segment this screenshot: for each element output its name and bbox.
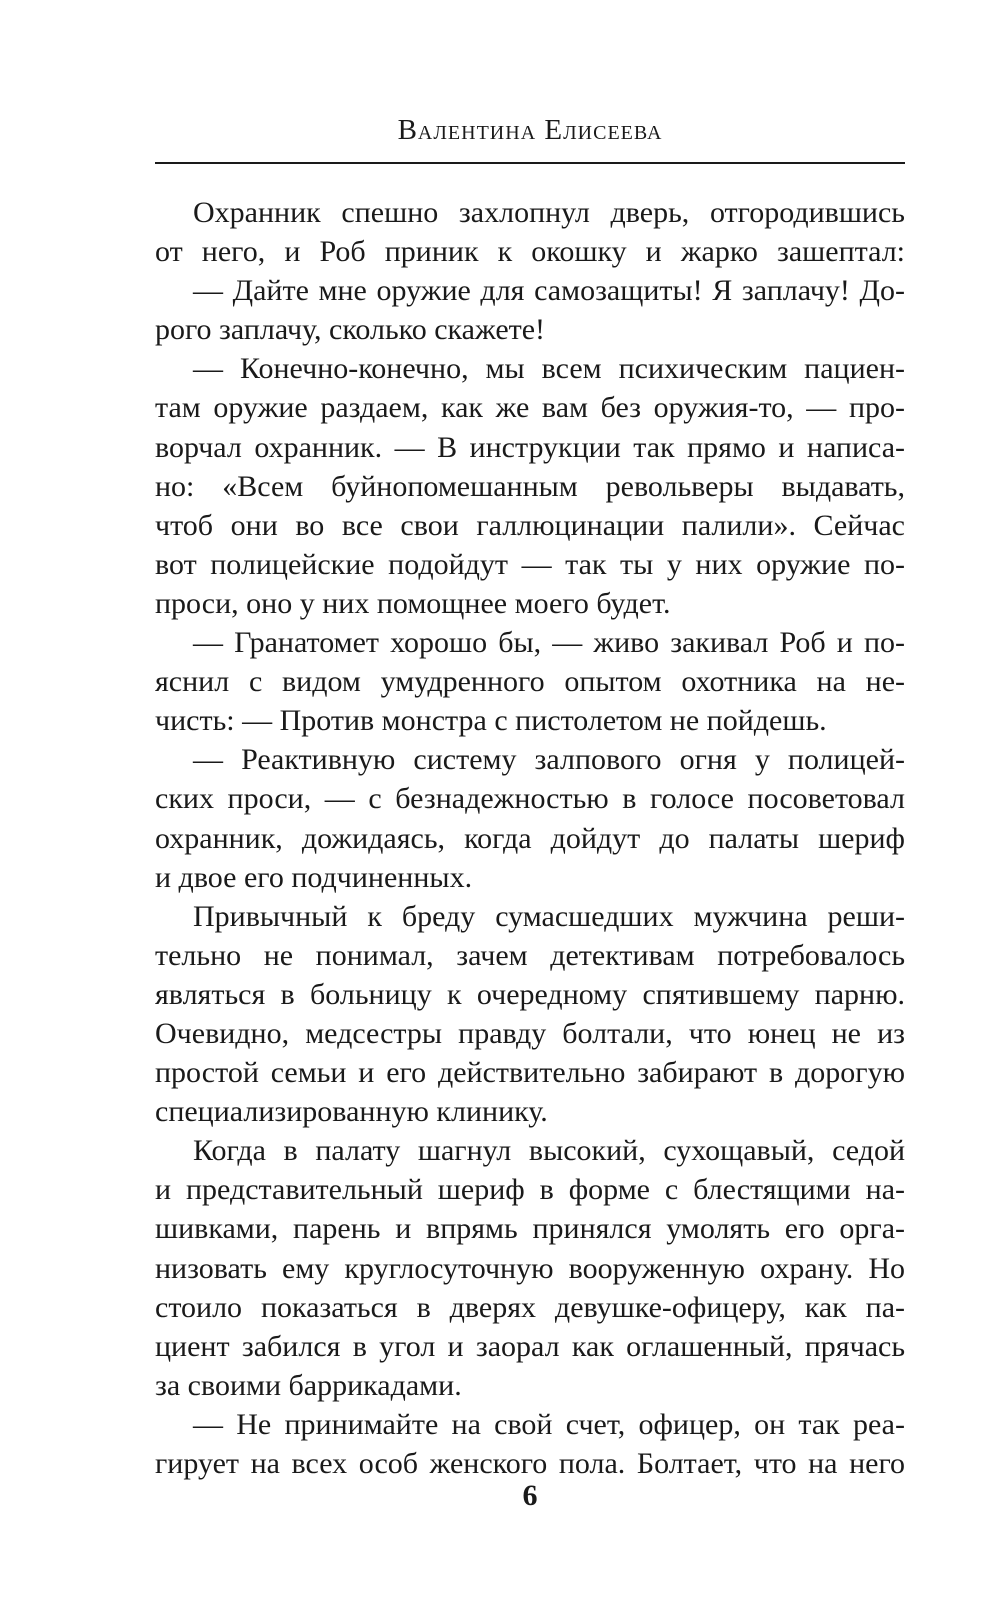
text-line: яснил с видом умудренного опытом охотника на не- bbox=[155, 665, 905, 699]
text-line: шивками, парень и впрямь принялся умолять его орга- bbox=[155, 1212, 905, 1246]
text-line: тельно не понимал, зачем детективам потребовалось bbox=[155, 938, 905, 972]
body-text bbox=[155, 193, 905, 1483]
text-line: проси, оно у них помощнее моего будет. bbox=[155, 586, 671, 620]
text-line: — Гранатомет хорошо бы, — живо закивал Роб и по- bbox=[193, 626, 905, 660]
text-line: и двое его подчиненных. bbox=[155, 860, 473, 894]
text-line: там оружие раздаем, как же вам без оружия-то, — про- bbox=[155, 391, 905, 425]
text-line: — Не принимайте на свой счет, офицер, он так реа- bbox=[193, 1407, 905, 1441]
text-line: — Конечно-конечно, мы всем психическим пациен- bbox=[193, 352, 905, 386]
text-line: — Реактивную систему залпового огня у полицей- bbox=[193, 743, 905, 777]
text-line: Очевидно, медсестры правду болтали, что юнец не из bbox=[155, 1016, 905, 1050]
text-line: низовать ему круглосуточную вооруженную охрану. Но bbox=[155, 1251, 905, 1285]
text-line: и представительный шериф в форме с блестящими на- bbox=[155, 1173, 905, 1207]
text-line: Когда в палату шагнул высокий, сухощавый, седой bbox=[193, 1134, 905, 1168]
text-line: Охранник спешно захлопнул дверь, отгородившись bbox=[193, 196, 905, 229]
text-line: простой семьи и его действительно забирают в дорогую bbox=[155, 1056, 905, 1090]
text-line: рого заплачу, сколько скажете! bbox=[155, 313, 546, 347]
text-line: охранник, дожидаясь, когда дойдут до палаты шериф bbox=[155, 821, 905, 855]
text-line: за своими баррикадами. bbox=[155, 1368, 462, 1402]
header-rule bbox=[155, 162, 905, 164]
text-line: чисть: — Против монстра с пистолетом не пойдешь. bbox=[155, 704, 827, 738]
text-line: специализированную клинику. bbox=[155, 1095, 548, 1129]
text-line: ворчал охранник. — В инструкции так прямо и написа- bbox=[155, 430, 905, 464]
text-line: но: «Всем буйнопомешанным револьверы выдавать, bbox=[155, 469, 905, 503]
text-line: стоило показаться в дверях девушке-офицеру, как па- bbox=[155, 1290, 905, 1324]
text-line: гирует на всех особ женского пола. Болтает, что на него bbox=[155, 1447, 905, 1480]
page-number: 6 bbox=[522, 1479, 538, 1512]
text-line: чтоб они во все свои галлюцинации палили». Сейчас bbox=[155, 508, 905, 542]
text-line: циент забился в угол и заорал как оглашенный, прячась bbox=[155, 1329, 905, 1363]
text-line: Привычный к бреду сумасшедших мужчина реши- bbox=[193, 899, 905, 933]
text-line: ских проси, — с безнадежностью в голосе посоветовал bbox=[155, 782, 905, 816]
text-line: — Дайте мне оружие для самозащиты! Я заплачу! До- bbox=[193, 274, 905, 308]
running-head-author: Валентина Елисеева bbox=[397, 114, 663, 146]
text-line: от него, и Роб приник к окошку и жарко зашептал: bbox=[155, 235, 905, 269]
text-line: вот полицейские подойдут — так ты у них оружие по- bbox=[155, 547, 905, 581]
text-line: являться в больницу к очередному спятившему парню. bbox=[155, 977, 905, 1011]
